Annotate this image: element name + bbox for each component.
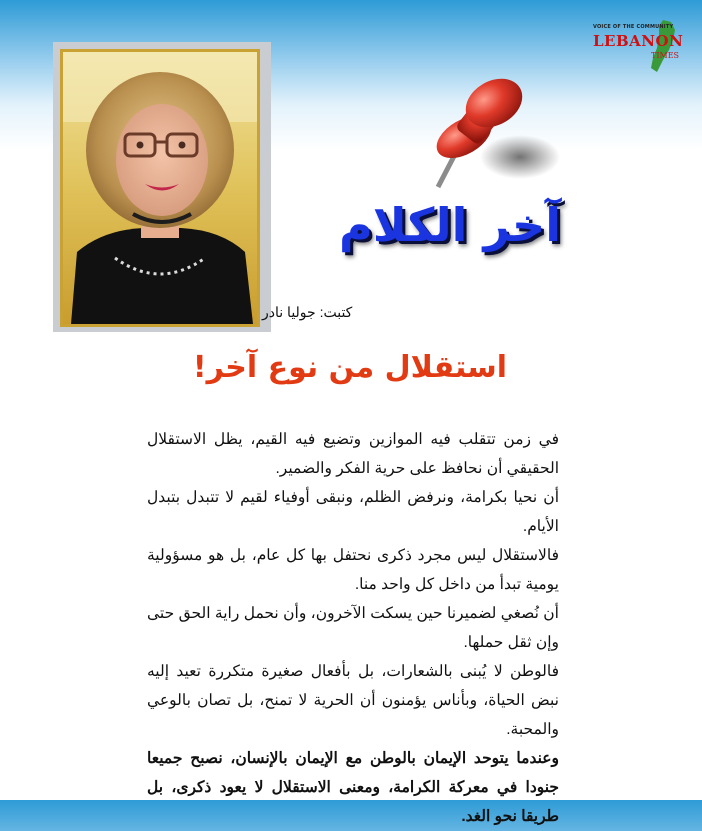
article-paragraph: فالاستقلال ليس مجرد ذكرى نحتفل بها كل عام، بل هو مسؤولية يومية تبدأ من داخل كل واحد منا. <box>147 547 559 593</box>
column-title: آخر الكلام <box>339 198 561 252</box>
article-body <box>147 425 559 831</box>
article-paragraph: فالوطن لا يُبنى بالشعارات، بل بأفعال صغيرة متكررة تعيد إليه نبض الحياة، وبأناس يؤمنون أن الحرية لا تمنح، بل تصان بالوعي والمحبة. <box>147 663 559 738</box>
author-byline: كتبت: جوليا نادر <box>262 304 353 320</box>
logo-name: LEBANON <box>593 32 684 50</box>
lebanon-times-logo <box>593 18 693 76</box>
article-paragraph: أن نحيا بكرامة، ونرفض الظلم، ونبقى أوفياء لقيم لا تتبدل بتبدل الأيام. <box>147 489 559 535</box>
logo-tagline: VOICE OF THE COMMUNITY <box>593 24 674 30</box>
logo-subtitle: TIMES <box>651 51 680 60</box>
article-closing: وعندما يتوحد الإيمان بالوطن مع الإيمان بالإنسان، نصبح جميعا جنودا في معركة الكرامة، ومعنى الاستقلال لا يعود ذكرى، بل طريقا نحو الغد. <box>147 750 559 825</box>
author-photo <box>60 49 260 327</box>
article-paragraph: أن نُصغي لضميرنا حين يسكت الآخرون، وأن نحمل راية الحق حتى وإن ثقل حملها. <box>147 605 559 651</box>
pushpin-icon <box>412 75 562 200</box>
article-title: استقلال من نوع آخر! <box>192 350 508 385</box>
article-paragraph: في زمن تتقلب فيه الموازين وتضيع فيه القيم، يظل الاستقلال الحقيقي أن نحافظ على حرية الفكر والضمير. <box>147 431 559 477</box>
